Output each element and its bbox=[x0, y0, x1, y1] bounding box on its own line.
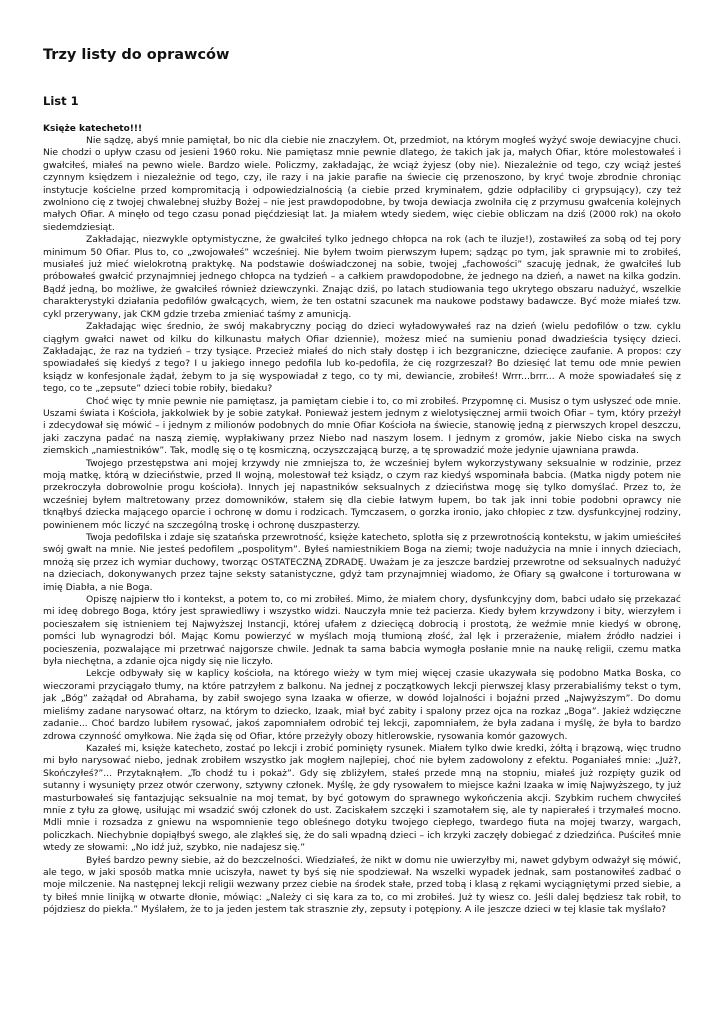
document-title: Trzy listy do oprawców bbox=[43, 47, 230, 63]
paragraph: Byłeś bardzo pewny siebie, aż do bezczelności. Wiedziałeś, że nikt w domu nie uwierzyłby mi, nawet gdybym odważył się mówić, ale tego, w jaki sposób matka mnie uciszyła, nawet ty byś się nie spodziewał. Na wszelki wypadek jednak, sam postanowiłeś zadbać o moje milczenie. Na następnej lekcji religii wezwany przez ciebie na środek stałe, przed tobą i klasą z rękami wyciągniętymi przed siebie, a ty biłeś mnie linijką w otwarte dłonie, mówiąc: „Należy ci się kara za to, co mi zrobiłeś. Już ty wiesz co. Jeśli dalej będziesz tak robił, to pójdziesz do piekła.” Myślałem, że to ja jeden jestem tak strasznie zły, zepsuty i potępiony. A ile jeszcze dzieci w tej klasie tak myślało? bbox=[43, 854, 681, 916]
paragraph: Zakładając, niezwykle optymistyczne, że gwałciłeś tylko jednego chłopca na rok (ach te iluzje!), zostawiłeś za sobą od tej pory minimum 50 Ofiar. Plus to, co „zwojowałeś” wcześniej. Nie byłem twoim pierwszym łupem; sądząc po tym, jak sprawnie mi to zrobiłeś, musiałeś już mieć wielokrotną praktykę. Na podstawie doświadczonej na sobie, twojej „fachowości” szacuję jednak, że gwałciłeś lub próbowałeś gwałcić przynajmniej jednego chłopca na tydzień – a całkiem prawdopodobne, że jednego na dzień, a nawet na kilka godzin. Bądź jedną, bo możliwe, że gwałciłeś również dziewczynki. Znając dziś, po latach studiowania tego ukrytego obszaru nadużyć, wszelkie charakterystyki działania pedofilów gwałcących, wiem, że ten ostatni szacunek ma naukowe podstawy badawcze. Być może miałeś tzw. cykl przerywany, jak CKM gdzie trzeba zmieniać taśmy z amunicją. bbox=[43, 234, 681, 320]
salutation: Księże katecheto!!! bbox=[43, 124, 143, 134]
paragraph: Kazałeś mi, księże katecheto, zostać po lekcji i zrobić pominięty rysunek. Miałem tylko dwie kredki, żółtą i brązową, więc trudno mi było narysować niebo, jednak zrobiłem wszystko jak mogłem najlepiej, choć nie byłem zadowolony z efektu. Poganiałeś mnie: „Już?, Skończyłeś?”... Przytaknąłem. „To chodź tu i pokaż”. Gdy się zbliżyłem, stałeś przede mną na stopniu, miałeś już rozpięty guzik od sutanny i wysunięty przez otwór czerwony, sztywny członek. Myślę, że gdy rysowałem to miejsce kaźni Izaaka w imię Najwyższego, ty już masturbowałeś się fantazjując seksualnie na moj temat, by być gotowym do sprawnego wykończenia akcji. Szybkim ruchem chwyciłeś mnie z tyłu za głowę, usiłując mi wsadzić swój członek do ust. Zaciskałem szczęki i szamotałem się, ale ty napierałeś i trzymałeś mocno. Mdli mnie i rozsadza z gniewu na wspomnienie tego obleśnego dotyku twojego ciepłego, twardego fiuta na mojej twarzy, wargach, policzkach. Niechybnie dopiąłbyś swego, ale zląkłeś się, że do sali wpadną dzieci – ich krzyki zaczęły dobiegać z dziedzińca. Puściłeś mnie wtedy ze słowami: „No idź już, szybko, nie nadajesz się.” bbox=[43, 742, 681, 854]
paragraph: Twojego przestępstwa ani mojej krzywdy nie zmniejsza to, że wcześniej byłem wykorzystywany seksualnie w rodzinie, przez moją matkę, którą w dzieciństwie, przed II wojną, molestował też ksiądz, o czym raz kiedyś wspominała babcia. (Matka nigdy potem nie przekroczyła dobrowolnie progu kościoła). Innych jej napastników seksualnych z dzieciństwa mogę się tylko domyślać. Przez to, że wcześniej byłem maltretowany przez domowników, stałem się dla ciebie łatwym łupem, bo tak jak inni tobie podobni oprawcy nie tknąłbyś dziecka mającego oparcie i ochronę w domu i rodzicach. Tymczasem, o gorzka ironio, jako chłopiec z tzw. dysfunkcyjnej rodziny, powinienem móc liczyć na szczególną troskę i ochronę duszpasterzy. bbox=[43, 457, 681, 531]
paragraph: Choć więc ty mnie pewnie nie pamiętasz, ja pamiętam ciebie i to, co mi zrobiłeś. Przypomnę ci. Musisz o tym usłyszeć ode mnie. Uszami świata i Kościoła, jakkolwiek by je sobie zatykał. Ponieważ jestem jednym z wielotysięcznej armii twoich Ofiar – tym, który przeżył i zdecydował się mówić – i jednym z milionów podobnych do mnie Ofiar Kościoła na świecie, stanowię jedną z pierwszych kropel deszczu, jaki zaczyna padać na naszą ziemię, wypłakiwany przez Niebo nad naszym losem. I jednym z gromów, jakie Niebo ciska na swych ziemskich „namiestników”. Tak, modlę się o tę kosmiczną, oczyszczającą burzę, a tę sprowadzić może jedynie ujawniana prawda. bbox=[43, 395, 681, 457]
paragraph: Zakładając więc średnio, że swój makabryczny pociąg do dzieci wyładowywałeś raz na dzień (wielu pedofilów o tzw. cyklu ciągłym gwałci nawet od kilku do kilkunastu małych Ofiar dziennie), możesz mieć na sumieniu ponad dwadzieścia tysięcy dzieci. Zakładając, że raz na tydzień – trzy tysiące. Przecież miałeś do nich stały dostęp i ich bezgraniczne, dziecięce zaufanie. A propos: czy spowiadałeś się kiedyś z tego? I u jakiego innego pedofila lub ko-pedofila, że cię rozgrzeszał? Bo dziesięć lat temu ode mnie pewien ksiądz w konfesjonale żądał, żebym to ja się wyspowiadał z tego, co ty mi, dewiancie, zrobiłeś! Wrrr...brrr... A może spowiadałeś się z tego, co te „zepsute” dzieci tobie robiły, biedaku? bbox=[43, 321, 681, 395]
letter-body bbox=[43, 135, 681, 917]
paragraph: Lekcje odbywały się w kaplicy kościoła, na którego wieży w tym miej więcej czasie ukazywała się podobno Matka Boska, co wieczorami przyciągało tłumy, na które patrzyłem z balkonu. Na jednej z początkowych lekcji pierwszej klasy przerabialiśmy tekst o tym, jak „Bóg” zażądał od Abrahama, by zabił swojego syna Izaaka w ofierze, w dowód lojalności i bojaźni przed „Najwyższym”. Do domu mieliśmy zadane narysować ołtarz, na którym to dziecko, Izaak, miał być zabity i spalony przez ojca na rozkaz „Boga”. Jakież wdzięczne zadanie... Choć bardzo lubiłem rysować, jakoś zapomniałem odrobić tej lekcji, zapomniałem, że była zadana i myślę, że była to bardzo zdrowa czynność omyłkowa. Nie żąda się od Ofiar, które przeżyły obozy hitlerowskie, rysowania komór gazowych. bbox=[43, 668, 681, 742]
section-heading: List 1 bbox=[43, 94, 79, 108]
paragraph: Opiszę najpierw tło i kontekst, a potem to, co mi zrobiłeś. Mimo, że miałem chory, dysfunkcyjny dom, babci udało się przekazać mi ideę dobrego Boga, który jest sprawiedliwy i wszystko widzi. Nauczyła mnie też pacierza. Kiedy byłem krzywdzony i bity, wierzyłem i pocieszałem się istnieniem tej Najwyższej Instancji, której ufałem z dziecięcą dobrocią i prostotą, że weźmie mnie kiedyś w obronę, pomści lub wynagrodzi ból. Mając Komu powierzyć w myślach moją tłumioną złość, żal lęk i przerażenie, miałem źródło nadziei i pocieszenia, pozwalające mi przetrwać najgorsze chwile. Jednak ta sama babcia wymogła posłanie mnie na naukę religii, czemu matka była niechętna, a zdanie ojca nigdy się nie liczyło. bbox=[43, 594, 681, 668]
paragraph: Twoja pedofilska i zdaje się szatańska przewrotność, księże katecheto, splotła się z przewrotnością kontekstu, w jakim umieściłeś swój gwałt na mnie. Nie jesteś pedofilem „pospolitym”. Byłeś namiestnikiem Boga na ziemi; twoje nadużycia na mnie i innych dzieciach, mnożą się przez ich wymiar duchowy, tworząc OSTATECZNĄ ZDRADĘ. Uważam je za jeszcze bardziej przewrotne od seksualnych nadużyć na dzieciach, dokonywanych przez tajne seksty satanistyczne, gdyż tam przynajmniej wiadomo, że Ofiary są gwałcone i torturowana w imię Diabła, a nie Boga. bbox=[43, 532, 681, 593]
paragraph: Nie sądzę, abyś mnie pamiętał, bo nic dla ciebie nie znaczyłem. Ot, przedmiot, na którym mogłeś wyżyć swoje dewiacyjne chuci. Nie chodzi o upływ czasu od jesieni 1960 roku. Nie pamiętasz mnie pewnie dlatego, że takich jak ja, małych Ofiar, które molestowałeś i gwałciłeś, miałeś na pewno wiele. Bardzo wiele. Policzmy, zakładając, że wciąż żyjesz (oby nie). Niezależnie od tego, czy wciąż jesteś czynnym księdzem i niezależnie od tego, czy, ile razy i na jakie parafie na świecie cię przenoszono, by kryć twoje zbrodnie chroniąc instytucje kościelne przed kompromitacją i odpowiedzialnością (a ciebie przed kryminałem, gdzie odpłaciliby ci grypsujący), czy też zwolniono cię z twojej chwalebnej służby Bożej – nie jest prawdopodobne, by twoja dewiacja zwolniła cię z przymusu gwałcenia kolejnych małych Ofiar. A minęło od tego czasu ponad pięćdziesiąt lat. Ja miałem wtedy siedem, więc ciebie obliczam na dziś (2000 rok) na około siedemdziesiąt. bbox=[43, 135, 681, 233]
